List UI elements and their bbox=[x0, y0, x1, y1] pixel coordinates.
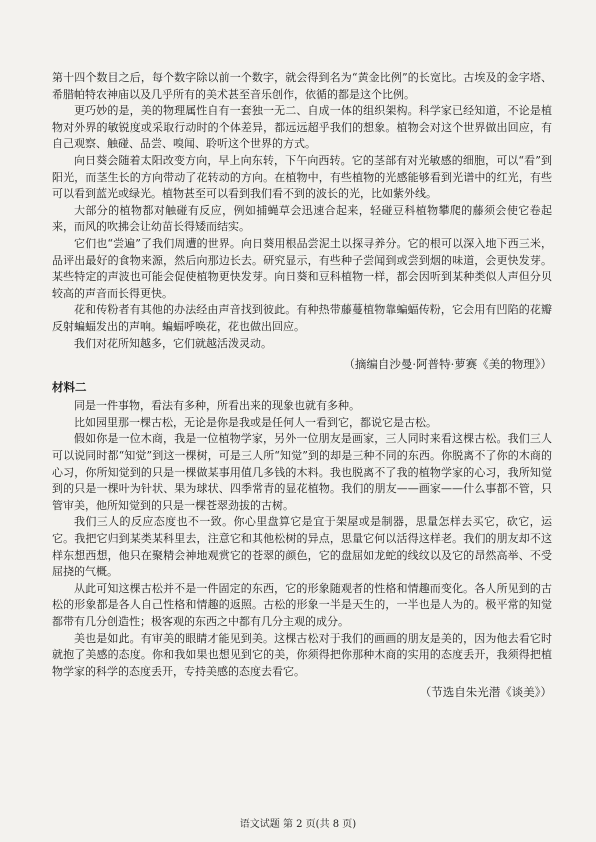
material2-para-4: 我们三人的反应态度也不一致。你心里盘算它是宜于架屋或是制器，思量怎样去买它，砍它，运它。我把它归到某类某科里去，注意它和其他松树的异点，思量它何以活得这样老。我们的朋友却不这样东想西想，他只在聚精会神地观赏它的苍翠的颜色，它的盘屈如龙蛇的线纹以及它的昂然高举、不受屈挠的气概。 bbox=[52, 515, 552, 579]
material1-para-3: 向日葵会随着太阳改变方向，早上向东转，下午向西转。它的茎部有对光敏感的细胞，可以“看”到阳光，而茎生长的方向带动了花转动的方向。在植物中，有些植物的光感能够看到光谱中的红光，有些可以看到蓝光或绿光。植物甚至可以看到我们看不到的波长的光，比如紫外线。 bbox=[52, 153, 552, 201]
material1-para-6: 花和传粉者有其他的办法经由声音找到彼此。有种热带藤蔓植物靠蝙蝠传粉，它会用有凹陷的花瓣反射蝙蝠发出的声响。蝙蝠呼唤花，花也做出回应。 bbox=[52, 303, 552, 333]
material1-para-7: 我们对花所知越多，它们就越活泼灵动。 bbox=[74, 336, 272, 350]
material1-source: （摘编自沙曼·阿普特·萝赛《美的物理》） bbox=[343, 357, 552, 372]
material1-para-4: 大部分的植物都对触碰有反应，例如捕蝇草会迅速合起来，轻碰豆科植物攀爬的藤须会使它卷起来，而风的吹拂会让幼苗长得矮而结实。 bbox=[52, 203, 552, 234]
page-content bbox=[52, 70, 552, 707]
page-footer: 语文试题 第 2 页(共 8 页) bbox=[239, 819, 357, 830]
material1-para-1: 第十四个数目之后，每个数字除以前一个数字，就会得到名为“黄金比例”的长宽比。古埃及的金字塔、希腊帕特农神庙以及几乎所有的美术甚至音乐创作，依循的都是这个比例。 bbox=[52, 71, 552, 101]
material1-para-2: 更巧妙的是，美的物理属性自有一套独一无二、自成一体的组织架构。科学家已经知道，不论是植物对外界的敏锐度或采取行动时的个体差异，都远远超乎我们的想象。植物会对这个世界做出回应，有自己观察、触碰、品尝、嗅闻、聆听这个世界的方式。 bbox=[52, 104, 552, 151]
material2-source: （节选自朱光潜《谈美》） bbox=[419, 685, 552, 700]
material2-para-5: 从此可知这棵古松并不是一件固定的东西，它的形象随观者的性格和情趣而变化。各人所见到的古松的形象都是各人自己性格和情趣的返照。古松的形象一半是天生的，一半也是人为的。极平常的知觉都带有几分创造性；极客观的东西之中都有几分主观的成分。 bbox=[52, 581, 552, 628]
material2-para-3: 假如你是一位木商，我是一位植物学家，另外一位朋友是画家，三人同时来看这棵古松。我们三人可以说同时都“知觉”到这一棵树，可是三人所“知觉”到的却是三种不同的东西。你脱离不了你的木商的心习，你所知觉到的只是一棵做某事用值几多钱的木料。我也脱离不了我的植物学家的心习，我所知觉到的只是一棵叶为针状、果为球状、四季常青的显花植物。我们的朋友——画家——什么事都不管，只管审美，他所知觉到的只是一棵苍翠劲拔的古树。 bbox=[52, 432, 552, 512]
material2-para-1: 同是一件事物，看法有多种，所看出来的现象也就有多种。 bbox=[74, 399, 360, 413]
material1-para-5: 它们也“尝遍”了我们周遭的世界。向日葵用根品尝泥土以探寻养分。它的根可以深入地下西三米，品评出最好的食物来源，然后向那边长去。研究显示，有些种子尝闻到或尝到烟的味道，会更快发芽。某些特定的声波也可能会促使植物更快发芽。向日葵和豆科植物一样，都会因听到某种类似人声但分贝较高的声音而长得更快。 bbox=[52, 236, 552, 300]
material2-heading: 材料二 bbox=[52, 379, 87, 394]
material2-para-6: 美也是如此。有审美的眼睛才能见到美。这棵古松对于我们的画画的朋友是美的，因为他去看它时就抱了美感的态度。你和我如果也想见到它的美，你须得把你那种木商的实用的态度丢开，我须得把植物学家的科学的态度丢开，专持美感的态度去看它。 bbox=[52, 631, 552, 678]
material2-para-2: 比如园里那一棵古松，无论是你是我或是任何人一看到它，都说它是古松。 bbox=[74, 415, 437, 429]
